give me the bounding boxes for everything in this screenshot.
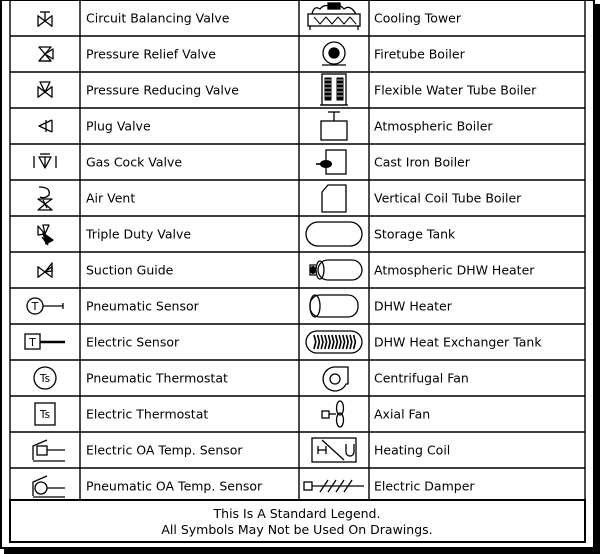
- legend-label: Gas Cock Valve: [86, 154, 183, 170]
- legend-label: Vertical Coil Tube Boiler: [374, 190, 522, 206]
- symbol-letters: Ts: [39, 409, 51, 421]
- legend-label: Atmospheric Boiler: [374, 118, 493, 134]
- legend-label: Air Vent: [86, 190, 136, 206]
- symbol-letters: Ts: [39, 373, 51, 385]
- legend-label: Firetube Boiler: [374, 46, 465, 62]
- legend-label: DHW Heater: [374, 298, 452, 314]
- legend-label: Suction Guide: [86, 262, 174, 278]
- legend-label: Atmospheric DHW Heater: [374, 262, 535, 278]
- legend-label: Plug Valve: [86, 118, 151, 134]
- legend-label: Circuit Balancing Valve: [86, 10, 230, 26]
- frame-shadow-right: [595, 4, 600, 554]
- legend-label: Electric Sensor: [86, 334, 180, 350]
- legend-label: Pneumatic OA Temp. Sensor: [86, 478, 263, 494]
- symbol-letters: T: [29, 336, 36, 349]
- legend-label: Electric Damper: [374, 478, 475, 494]
- legend-label: Heating Coil: [374, 442, 451, 458]
- symbol-letters: T: [31, 300, 39, 313]
- legend-label: Axial Fan: [374, 406, 431, 422]
- frame-shadow-bottom: [4, 549, 600, 554]
- legend-label: Centrifugal Fan: [374, 370, 469, 386]
- legend-label: Pressure Relief Valve: [86, 46, 216, 62]
- legend-label: Electric Thermostat: [86, 406, 209, 422]
- legend-label: Storage Tank: [374, 226, 456, 242]
- legend-label: Electric OA Temp. Sensor: [86, 442, 243, 458]
- legend-label: Pressure Reducing Valve: [86, 82, 239, 98]
- legend-label: Pneumatic Sensor: [86, 298, 199, 314]
- legend-label: DHW Heat Exchanger Tank: [374, 334, 542, 350]
- legend-label: Cooling Tower: [374, 10, 462, 26]
- legend-label: Pneumatic Thermostat: [86, 370, 228, 386]
- legend-label: Flexible Water Tube Boiler: [374, 82, 537, 98]
- footer-line-1: This Is A Standard Legend.: [213, 506, 381, 521]
- legend-label: Cast Iron Boiler: [374, 154, 470, 170]
- legend-label: Triple Duty Valve: [86, 226, 192, 242]
- legend-row: [34, 154, 182, 170]
- footer-line-2: All Symbols May Not be Used On Drawings.: [161, 522, 433, 537]
